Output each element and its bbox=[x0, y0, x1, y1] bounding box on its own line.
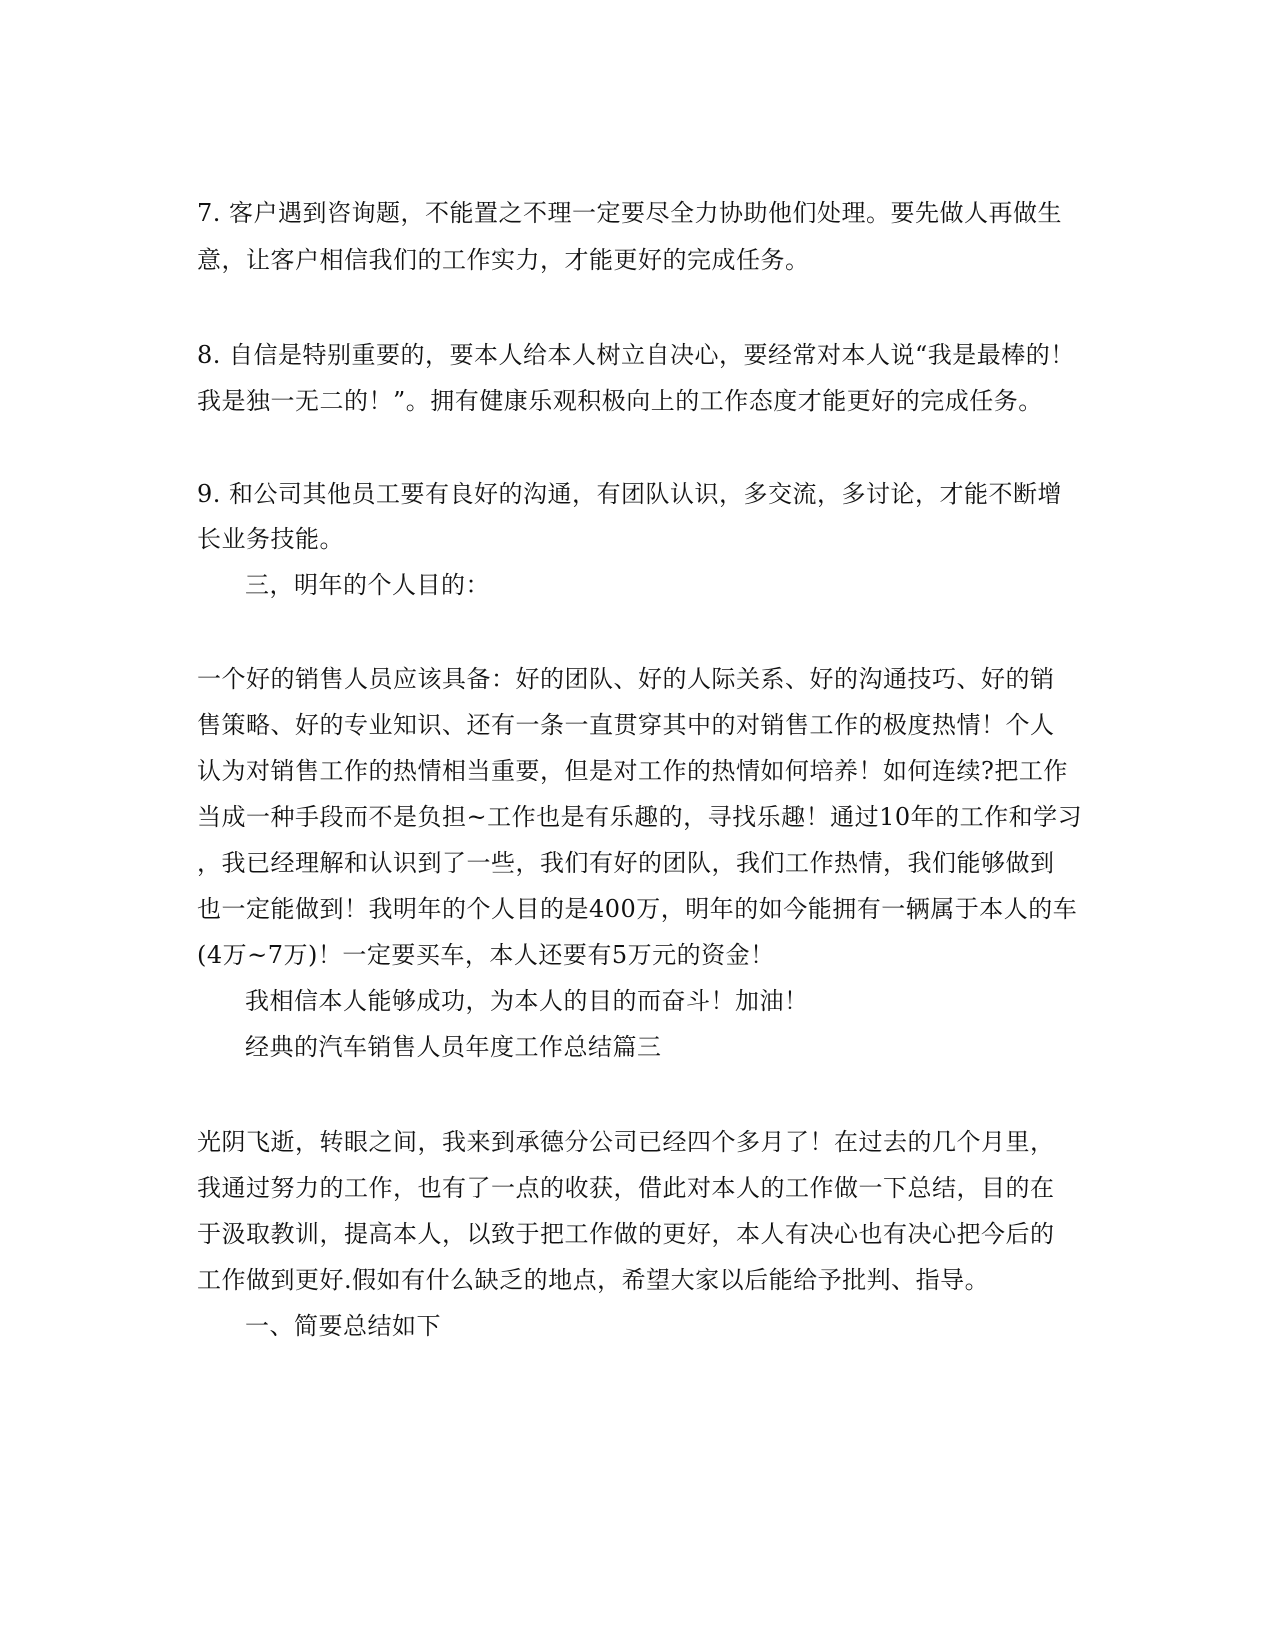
intro-paragraph-line-4: 工作做到更好.假如有什么缺乏的地点，希望大家以后能给予批判、指导。 bbox=[197, 1266, 990, 1294]
item-7-line-2: 意，让客户相信我们的工作实力，才能更好的完成任务。 bbox=[197, 246, 810, 274]
item-8-line-2: 我是独一无二的！”。拥有健康乐观积极向上的工作态度才能更好的完成任务。 bbox=[197, 387, 1043, 415]
goals-paragraph-line-7: (4万~7万)！一定要买车，本人还要有5万元的资金！ bbox=[197, 941, 775, 969]
item-7-line-1: 7. 客户遇到咨询题，不能置之不理一定要尽全力协助他们处理。要先做人再做生 bbox=[197, 199, 1063, 227]
goals-paragraph-line-3: 认为对销售工作的热情相当重要，但是对工作的热情如何培养！如何连续?把工作 bbox=[197, 757, 1068, 785]
goals-paragraph-line-6: 也一定能做到！我明年的个人目的是400万，明年的如今能拥有一辆属于本人的车 bbox=[197, 895, 1078, 923]
section-3-heading: 三，明年的个人目的： bbox=[245, 571, 490, 599]
item-8-line-1: 8. 自信是特别重要的，要本人给本人树立自决心，要经常对本人说“我是最棒的！ bbox=[197, 341, 1075, 369]
item-9-line-2: 长业务技能。 bbox=[197, 525, 344, 553]
intro-paragraph-line-2: 我通过努力的工作，也有了一点的收获，借此对本人的工作做一下总结，目的在 bbox=[197, 1174, 1055, 1202]
intro-paragraph-line-3: 于汲取教训，提高本人，以致于把工作做的更好，本人有决心也有决心把今后的 bbox=[197, 1220, 1055, 1248]
item-9-line-1: 9. 和公司其他员工要有良好的沟通，有团队认识，多交流，多讨论，才能不断增 bbox=[197, 480, 1063, 508]
section-1-heading: 一、简要总结如下 bbox=[245, 1312, 441, 1340]
goals-paragraph-line-1: 一个好的销售人员应该具备：好的团队、好的人际关系、好的沟通技巧、好的销 bbox=[197, 665, 1055, 693]
intro-paragraph-line-1: 光阴飞逝，转眼之间，我来到承德分公司已经四个多月了！在过去的几个月里， bbox=[197, 1128, 1055, 1156]
closing-line: 我相信本人能够成功，为本人的目的而奋斗！加油！ bbox=[245, 987, 809, 1015]
goals-paragraph-line-4: 当成一种手段而不是负担~工作也是有乐趣的，寻找乐趣！通过10年的工作和学习 bbox=[197, 803, 1083, 831]
article-title: 经典的汽车销售人员年度工作总结篇三 bbox=[245, 1033, 662, 1061]
goals-paragraph-line-5: ，我已经理解和认识到了一些，我们有好的团队，我们工作热情，我们能够做到 bbox=[197, 849, 1055, 877]
goals-paragraph-line-2: 售策略、好的专业知识、还有一条一直贯穿其中的对销售工作的极度热情！个人 bbox=[197, 711, 1055, 739]
